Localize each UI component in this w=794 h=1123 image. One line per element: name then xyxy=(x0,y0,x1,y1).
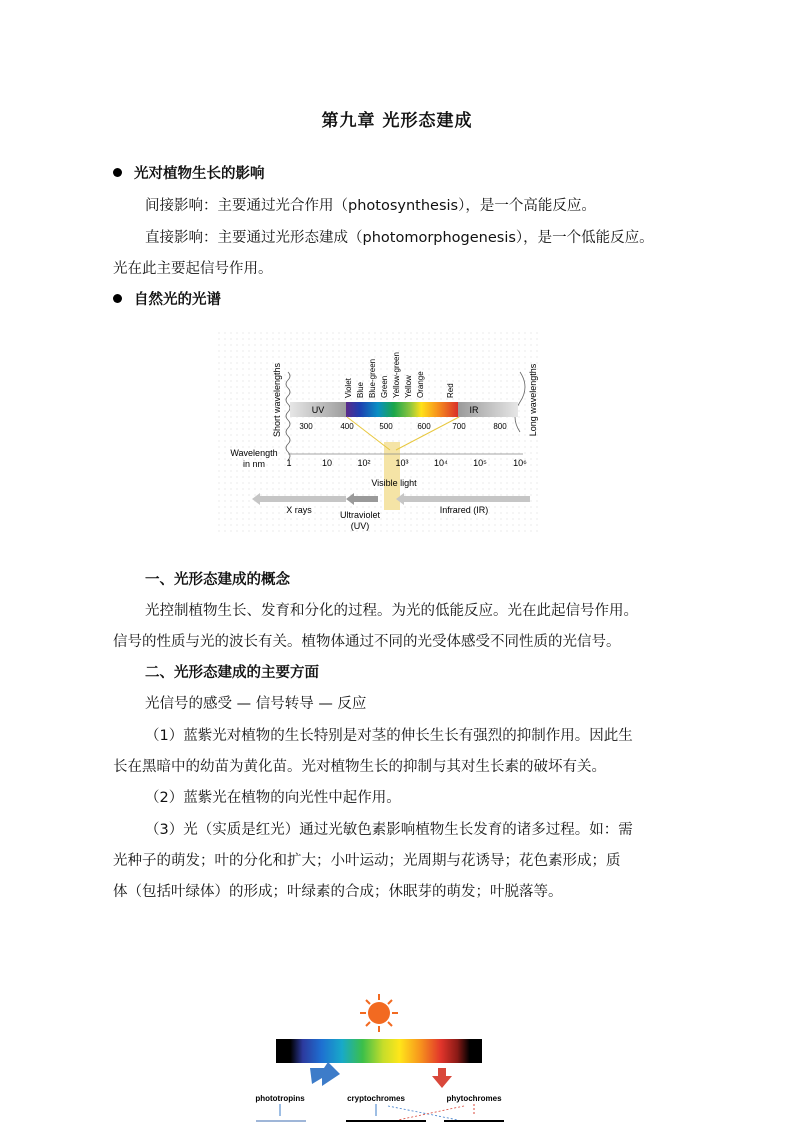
color-label-yellow: Yellow xyxy=(404,375,413,398)
axis-label-unit: in nm xyxy=(242,459,266,469)
bullet-icon xyxy=(113,168,122,177)
ultraviolet-label: Ultraviolet xyxy=(339,510,381,520)
photoreceptor-figure xyxy=(248,990,518,1123)
ir-band xyxy=(458,402,518,417)
long-wavelengths-label: Long wavelengths xyxy=(528,363,538,437)
ir-label: IR xyxy=(469,405,479,415)
signal-chain-text: 光信号的感受 — 信号转导 — 反应 xyxy=(145,696,367,712)
bullet-text: 自然光的光谱 xyxy=(134,292,221,308)
color-label-violet: Violet xyxy=(344,378,353,398)
infrared-label: Infrared (IR) xyxy=(439,505,489,515)
axis-label-wavelength: Wavelength xyxy=(230,448,278,458)
paragraph-indirect: 间接影响：主要通过光合作用（photosynthesis），是一个高能反应。 xyxy=(145,198,596,214)
bullet-natural-spectrum xyxy=(113,290,221,310)
upper-tick: 300 xyxy=(299,422,313,431)
photoreceptor-labels xyxy=(255,1094,502,1103)
color-label-red: Red xyxy=(446,383,455,398)
lower-tick: 10⁵ xyxy=(473,458,487,468)
visible-light-label: Visible light xyxy=(371,478,417,488)
bullet-icon xyxy=(113,294,122,303)
color-label-blue-green: Blue-green xyxy=(368,358,377,398)
visible-band xyxy=(346,402,460,417)
item1-line2: 长在黑暗中的幼苗为黄化苗。光对植物生长的抑制与其对生长素的破坏有关。 xyxy=(113,759,606,775)
label-phytochromes: phytochromes xyxy=(446,1094,502,1103)
upper-tick: 800 xyxy=(493,422,507,431)
section-heading-aspects: 二、光形态建成的主要方面 xyxy=(145,665,319,681)
cross-arrow-blue xyxy=(388,1106,458,1120)
item3-line2: 光种子的萌发；叶的分化和扩大；小叶运动；光周期与花诱导；花色素形成；质 xyxy=(113,853,621,869)
lower-tick: 10 xyxy=(321,458,333,468)
item3-line1: （3）光（实质是红光）通过光敏色素影响植物生长发育的诸多过程。如：需 xyxy=(145,822,633,838)
short-wavelengths-label: Short wavelengths xyxy=(272,362,282,438)
paragraph-direct-line1: 直接影响：主要通过光形态建成（photomorphogenesis），是一个低能反应。 xyxy=(145,230,654,246)
upper-tick: 700 xyxy=(452,422,466,431)
lower-tick: 10³ xyxy=(395,458,409,468)
item1-line1: （1）蓝紫光对植物的生长特别是对茎的伸长生长有强烈的抑制作用。因此生 xyxy=(145,728,633,744)
blue-arrow-icon xyxy=(310,1062,340,1086)
section1-text-line1: 光控制植物生长、发育和分化的过程。为光的低能反应。光在此起信号作用。 xyxy=(145,603,638,619)
upper-tick: 500 xyxy=(379,422,393,431)
label-phototropins: phototropins xyxy=(255,1094,305,1103)
upper-tick: 400 xyxy=(340,422,354,431)
uv-label: UV xyxy=(311,405,325,415)
color-label-blue: Blue xyxy=(356,381,365,398)
lower-tick: 10² xyxy=(357,458,371,468)
color-label-green: Green xyxy=(380,375,389,398)
lower-tick: 10⁴ xyxy=(434,458,448,468)
color-label-orange: Orange xyxy=(416,371,425,398)
bullet-light-effects xyxy=(113,164,265,184)
color-label-yellow-green: Yellow-green xyxy=(392,352,401,398)
xrays-label: X rays xyxy=(286,505,312,515)
spectrum-figure xyxy=(218,332,540,542)
sun-icon xyxy=(360,994,398,1032)
paragraph-direct-line2: 光在此主要起信号作用。 xyxy=(113,261,273,277)
ultraviolet-unit-label: (UV) xyxy=(350,521,370,531)
item2-text: （2）蓝紫光在植物的向光性中起作用。 xyxy=(145,790,401,806)
label-cryptochromes: cryptochromes xyxy=(347,1094,405,1103)
spectrum-bar xyxy=(276,1039,482,1063)
red-arrow-icon xyxy=(432,1068,452,1088)
section1-text-line2: 信号的性质与光的波长有关。植物体通过不同的光受体感受不同性质的光信号。 xyxy=(113,634,621,650)
lower-tick: 1 xyxy=(286,458,292,468)
page-title: 第九章 光形态建成 xyxy=(321,111,473,131)
bullet-text: 光对植物生长的影响 xyxy=(134,166,265,182)
lower-tick: 10⁶ xyxy=(513,458,527,468)
upper-tick: 600 xyxy=(417,422,431,431)
cross-arrow-red xyxy=(398,1106,464,1120)
item3-line3: 体（包括叶绿体）的形成；叶绿素的合成；休眠芽的萌发；叶脱落等。 xyxy=(113,884,563,900)
section-heading-concept: 一、光形态建成的概念 xyxy=(145,572,290,588)
